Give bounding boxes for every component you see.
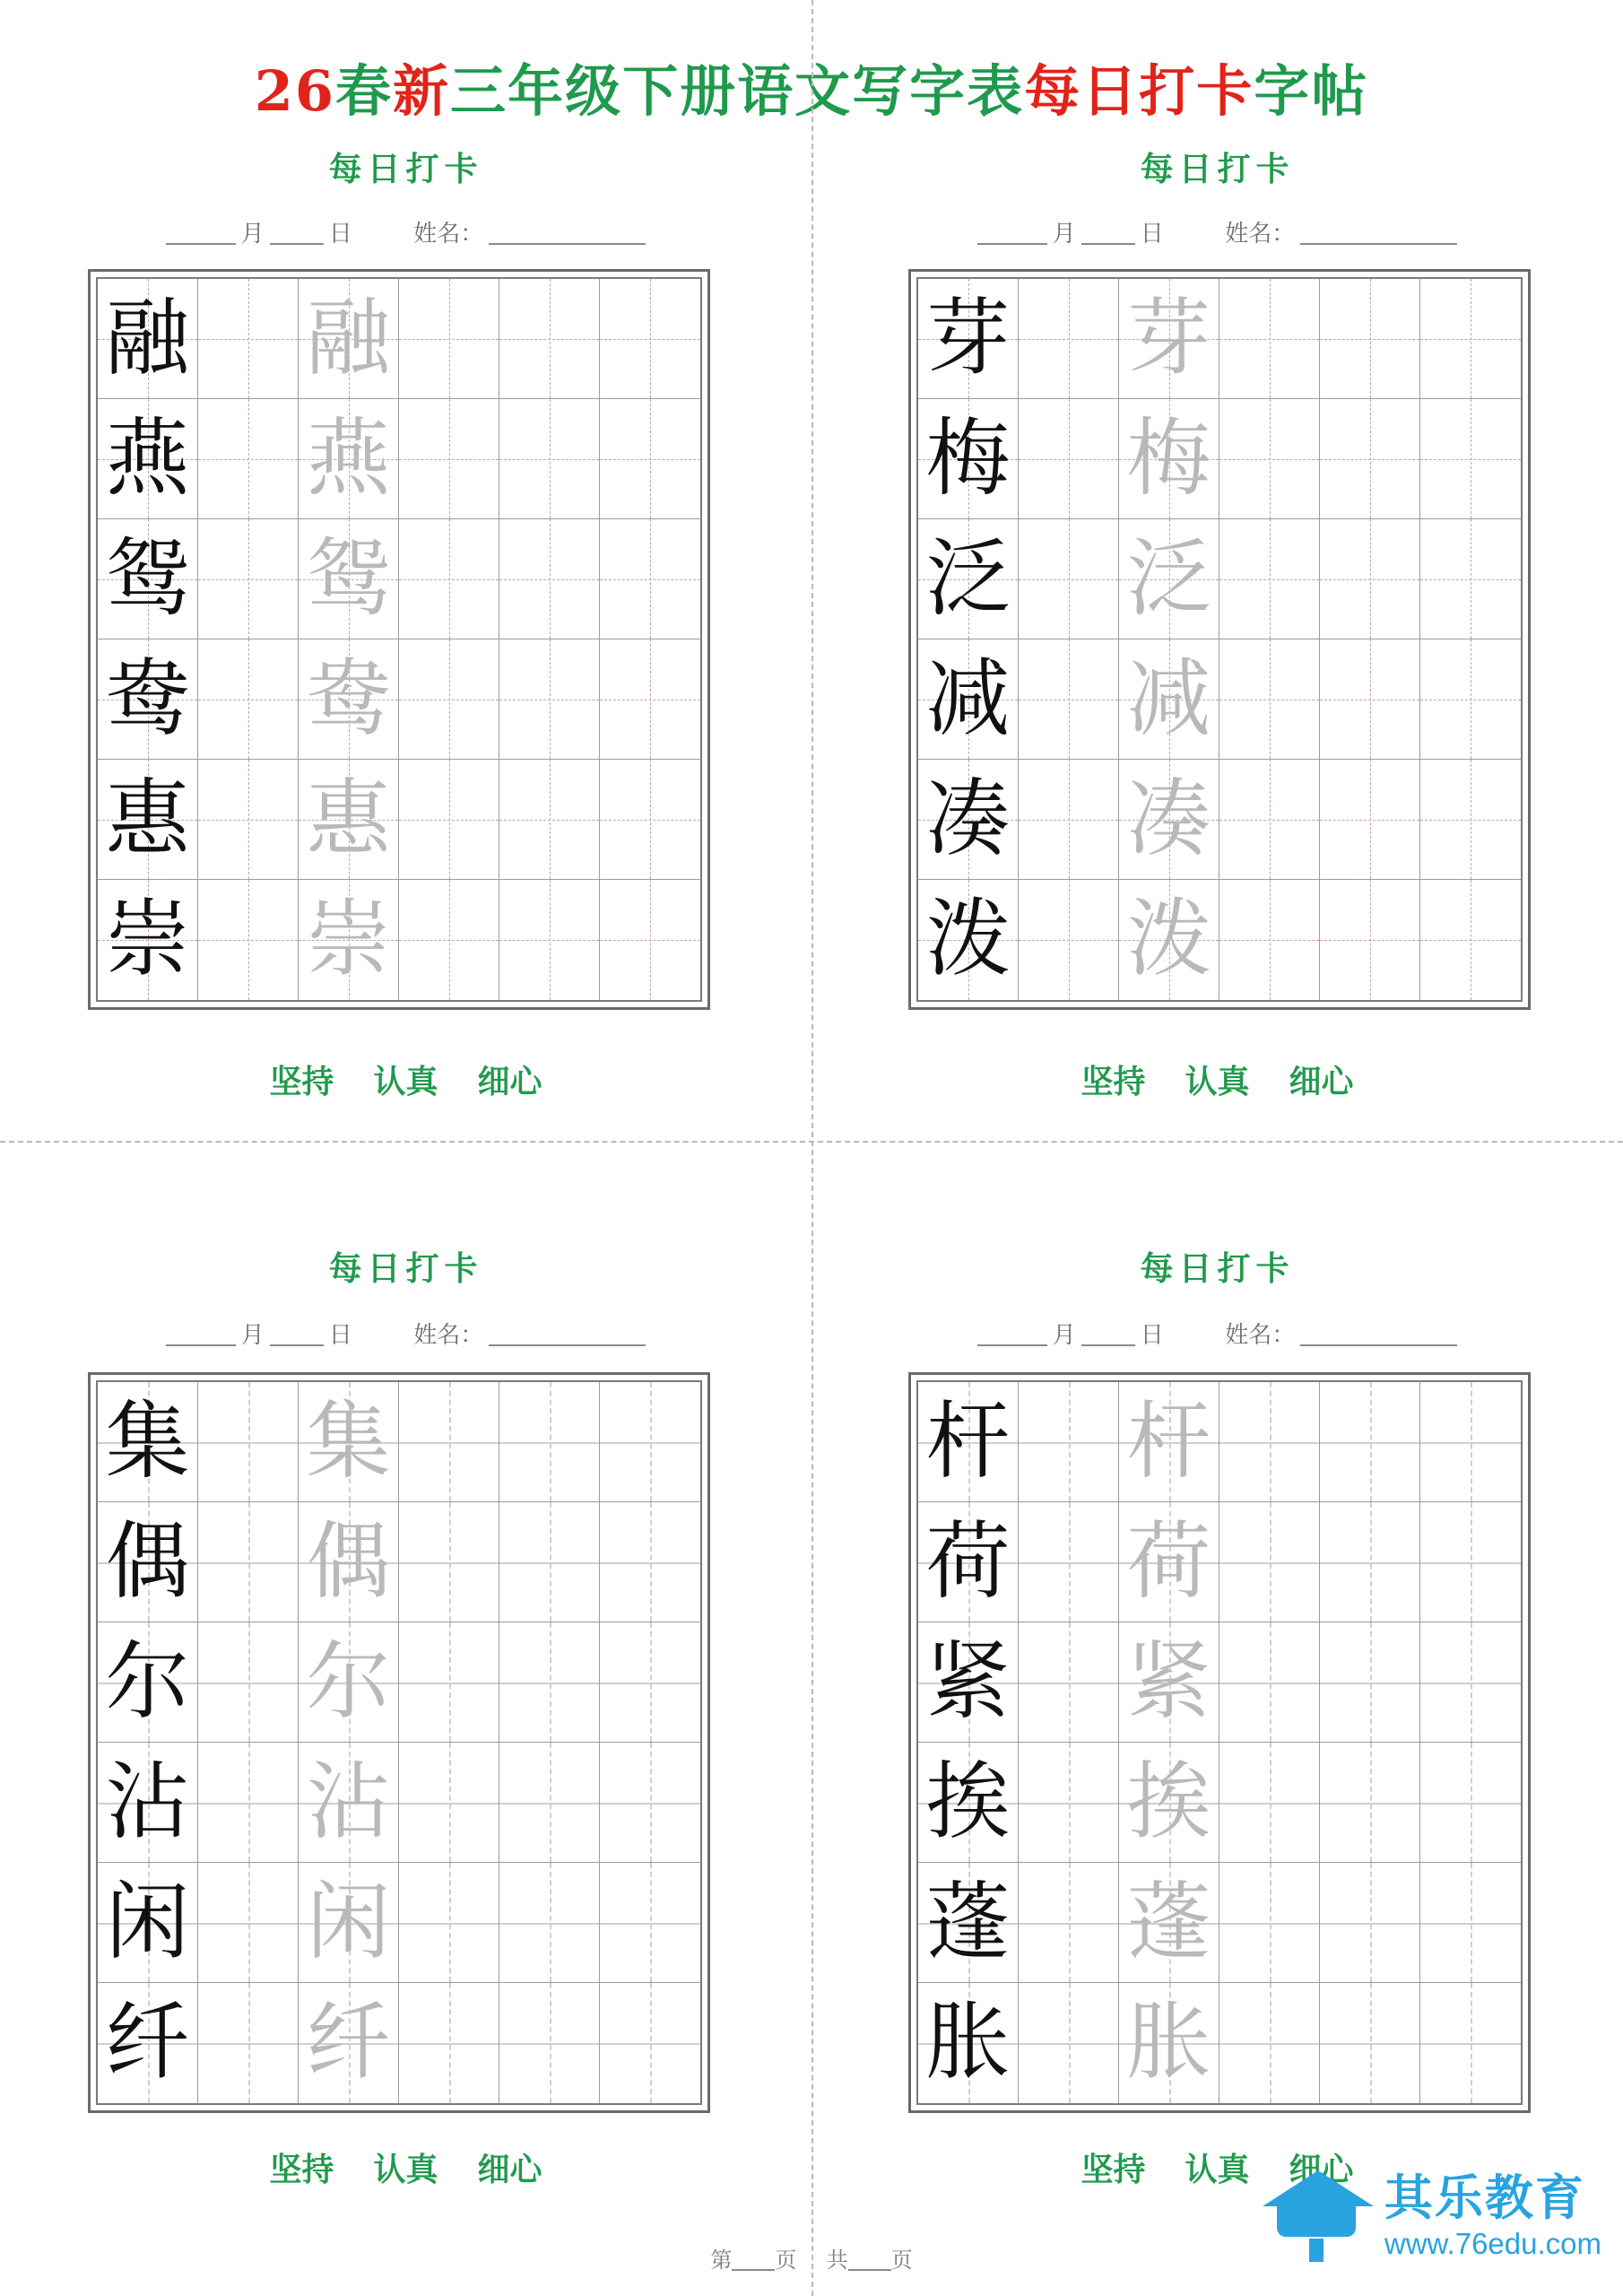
grid-cell[interactable] xyxy=(98,760,198,880)
tracing-character: 尔 xyxy=(306,1632,391,1731)
day-label: 日 xyxy=(1140,221,1164,248)
grid-cell[interactable] xyxy=(1420,519,1521,639)
month-blank[interactable] xyxy=(977,220,1047,245)
title-char-5: 级 xyxy=(565,58,623,124)
model-character: 融 xyxy=(105,289,190,387)
page-total-prefix: 共 xyxy=(826,2248,848,2273)
grid-cell[interactable] xyxy=(918,639,1019,760)
worksheet-panel-4 xyxy=(812,1141,1623,2282)
grid-cell[interactable] xyxy=(499,1743,600,1863)
model-character: 纤 xyxy=(105,1994,190,2092)
grid-cell[interactable] xyxy=(299,760,399,880)
model-character: 偶 xyxy=(105,1512,190,1611)
tracing-character: 燕 xyxy=(306,409,391,508)
page-total-unit: 页 xyxy=(890,2248,913,2273)
page-prefix: 第 xyxy=(710,2248,733,2273)
grid-cell[interactable] xyxy=(1019,1743,1119,1863)
grid-cell[interactable] xyxy=(1119,760,1219,880)
title-char-0: 26 xyxy=(254,58,335,124)
day-blank[interactable] xyxy=(270,1321,324,1346)
grid-cell[interactable] xyxy=(198,1622,299,1743)
grid-cell[interactable] xyxy=(98,1863,198,1983)
name-label: 姓名： xyxy=(1225,221,1296,248)
grid-cell[interactable] xyxy=(1019,1983,1119,2103)
grid-cell[interactable] xyxy=(98,1382,198,1502)
model-character: 崇 xyxy=(105,891,190,988)
grid-cell[interactable] xyxy=(1119,1743,1219,1863)
model-character: 减 xyxy=(925,649,1011,748)
grid-cell[interactable] xyxy=(1420,1382,1521,1502)
day-blank[interactable] xyxy=(270,220,324,245)
grid-cell[interactable] xyxy=(1420,1983,1521,2103)
tracing-character: 沾 xyxy=(306,1752,391,1851)
grid-cell[interactable] xyxy=(1219,639,1320,760)
grid-cell[interactable] xyxy=(1420,1622,1521,1743)
tracing-character: 减 xyxy=(1126,649,1211,748)
title-char-3: 三 xyxy=(450,58,508,124)
grid-cell[interactable] xyxy=(1219,1863,1320,1983)
grid-cell[interactable] xyxy=(98,399,198,519)
title-char-11: 字 xyxy=(909,58,968,124)
month-label: 月 xyxy=(1052,221,1076,248)
name-blank[interactable] xyxy=(489,1321,646,1346)
grid-cell[interactable] xyxy=(399,279,499,399)
title-char-10: 写 xyxy=(852,58,910,124)
slogan-word-2: 认真 xyxy=(1185,1063,1250,1100)
slogan-word-3: 细心 xyxy=(1289,1063,1354,1100)
meta-row xyxy=(0,215,812,248)
slogan-word-3: 细心 xyxy=(477,2151,542,2188)
slogan-word-1: 坚持 xyxy=(1081,1063,1146,1100)
grid-cell[interactable] xyxy=(399,1382,499,1502)
grid-cell[interactable] xyxy=(1420,1743,1521,1863)
grid-cell[interactable] xyxy=(600,1382,700,1502)
model-character: 紧 xyxy=(925,1632,1011,1731)
meta-row xyxy=(812,1317,1623,1350)
grid-cell[interactable] xyxy=(1420,399,1521,519)
grid-cell[interactable] xyxy=(98,279,198,399)
grid-cell[interactable] xyxy=(1320,1502,1420,1622)
slogan-word-2: 认真 xyxy=(373,1063,438,1100)
grid-cell[interactable] xyxy=(1219,1382,1320,1502)
grid-cell[interactable] xyxy=(600,880,700,1000)
page-unit: 页 xyxy=(775,2248,797,2273)
grid-cell[interactable] xyxy=(1219,880,1320,1000)
panel-heading: 每日打卡 xyxy=(1140,149,1295,188)
tracing-character: 泛 xyxy=(1126,529,1211,628)
grid-cell[interactable] xyxy=(198,760,299,880)
grid-cell[interactable] xyxy=(1019,639,1119,760)
meta-row xyxy=(0,1317,812,1350)
grid-cell[interactable] xyxy=(198,639,299,760)
grid-cell[interactable] xyxy=(299,1502,399,1622)
page-total-blank[interactable] xyxy=(848,2251,891,2271)
grid-cell[interactable] xyxy=(299,279,399,399)
model-character: 沾 xyxy=(105,1752,190,1851)
model-character: 泛 xyxy=(925,529,1011,628)
tracing-character: 鸳 xyxy=(306,529,391,628)
grid-cell[interactable] xyxy=(1420,639,1521,760)
slogan-word-1: 坚持 xyxy=(269,2151,334,2188)
panel-heading: 每日打卡 xyxy=(328,149,483,188)
grid-cell[interactable] xyxy=(1119,1382,1219,1502)
grid-cell[interactable] xyxy=(198,279,299,399)
grid-cell[interactable] xyxy=(1320,760,1420,880)
title-char-15: 打 xyxy=(1139,58,1197,124)
grid-cell[interactable] xyxy=(1219,279,1320,399)
grid-cell[interactable] xyxy=(499,1502,600,1622)
tracing-character: 崇 xyxy=(306,891,391,988)
panel-heading: 每日打卡 xyxy=(328,1248,483,1288)
worksheet-panel-2 xyxy=(812,0,1623,1141)
month-blank[interactable] xyxy=(166,220,236,245)
grid-cell[interactable] xyxy=(1420,279,1521,399)
practice-grid-wrapper xyxy=(88,269,710,1010)
grid-cell[interactable] xyxy=(1119,519,1219,639)
grid-cell[interactable] xyxy=(600,519,700,639)
grid-cell[interactable] xyxy=(1320,1983,1420,2103)
grid-cell[interactable] xyxy=(1119,1983,1219,2103)
grid-cell[interactable] xyxy=(198,1502,299,1622)
grid-cell[interactable] xyxy=(918,1863,1019,1983)
grid-cell[interactable] xyxy=(1119,399,1219,519)
worksheet-panel-3 xyxy=(0,1141,812,2282)
day-blank[interactable] xyxy=(1081,220,1135,245)
grid-cell[interactable] xyxy=(98,1502,198,1622)
title-char-13: 每 xyxy=(1024,58,1082,124)
practice-grid-wrapper xyxy=(88,1372,710,2113)
worksheet-panel-1 xyxy=(0,0,812,1141)
title-char-18: 帖 xyxy=(1311,58,1369,124)
model-character: 泼 xyxy=(925,891,1011,988)
name-label: 姓名： xyxy=(1225,1322,1296,1349)
model-character: 鸳 xyxy=(105,529,190,628)
grid-cell[interactable] xyxy=(1320,880,1420,1000)
grid-cell[interactable] xyxy=(299,1983,399,2103)
tracing-character: 杆 xyxy=(1126,1392,1211,1491)
model-character: 燕 xyxy=(105,409,190,508)
name-label: 姓名： xyxy=(413,221,484,248)
grid-cell[interactable] xyxy=(399,639,499,760)
grid-cell[interactable] xyxy=(600,760,700,880)
graduation-cap-icon xyxy=(1257,2165,1376,2266)
grid-cell[interactable] xyxy=(918,760,1019,880)
grid-cell[interactable] xyxy=(299,1382,399,1502)
grid-cell[interactable] xyxy=(399,1622,499,1743)
grid-cell[interactable] xyxy=(1219,1743,1320,1863)
title-char-16: 卡 xyxy=(1196,58,1254,124)
grid-cell[interactable] xyxy=(1320,399,1420,519)
panel-heading: 每日打卡 xyxy=(1140,1248,1295,1288)
grid-cell[interactable] xyxy=(499,1863,600,1983)
grid-cell[interactable] xyxy=(198,399,299,519)
tracing-character: 偶 xyxy=(306,1512,391,1611)
practice-grid-wrapper xyxy=(908,269,1531,1010)
grid-cell[interactable] xyxy=(1320,279,1420,399)
grid-cell[interactable] xyxy=(399,880,499,1000)
grid-cell[interactable] xyxy=(1119,639,1219,760)
tracing-character: 集 xyxy=(306,1392,391,1491)
grid-cell[interactable] xyxy=(918,880,1019,1000)
grid-cell[interactable] xyxy=(399,760,499,880)
title-char-6: 下 xyxy=(622,58,681,124)
practice-grid xyxy=(96,1380,702,2105)
title-char-17: 字 xyxy=(1254,58,1312,124)
grid-cell[interactable] xyxy=(499,399,600,519)
grid-cell[interactable] xyxy=(1219,1983,1320,2103)
grid-cell[interactable] xyxy=(499,639,600,760)
grid-cell[interactable] xyxy=(918,279,1019,399)
grid-cell[interactable] xyxy=(1019,1502,1119,1622)
tracing-character: 惠 xyxy=(306,770,391,868)
grid-cell[interactable] xyxy=(1420,1502,1521,1622)
tracing-character: 泼 xyxy=(1126,891,1211,988)
grid-cell[interactable] xyxy=(1320,1863,1420,1983)
title-char-14: 日 xyxy=(1081,58,1140,124)
grid-cell[interactable] xyxy=(600,1983,700,2103)
title-char-1: 春 xyxy=(335,58,394,124)
grid-cell[interactable] xyxy=(98,639,198,760)
model-character: 胀 xyxy=(925,1994,1011,2092)
grid-cell[interactable] xyxy=(299,519,399,639)
grid-cell[interactable] xyxy=(600,399,700,519)
practice-grid xyxy=(916,277,1523,1002)
tracing-character: 紧 xyxy=(1126,1632,1211,1731)
grid-cell[interactable] xyxy=(299,639,399,760)
title-char-9: 文 xyxy=(794,58,853,124)
model-character: 集 xyxy=(105,1392,190,1491)
grid-cell[interactable] xyxy=(918,1743,1019,1863)
grid-cell[interactable] xyxy=(1019,279,1119,399)
grid-cell[interactable] xyxy=(1420,1863,1521,1983)
grid-cell[interactable] xyxy=(499,880,600,1000)
month-blank[interactable] xyxy=(166,1321,236,1346)
grid-cell[interactable] xyxy=(98,1743,198,1863)
grid-cell[interactable] xyxy=(399,1863,499,1983)
model-character: 闲 xyxy=(105,1873,190,1971)
model-character: 梅 xyxy=(925,409,1011,508)
month-label: 月 xyxy=(240,1322,265,1349)
meta-row xyxy=(812,215,1623,248)
slogan-word-2: 认真 xyxy=(1185,2151,1250,2188)
model-character: 凑 xyxy=(925,770,1011,868)
model-character: 鸯 xyxy=(105,649,190,748)
grid-cell[interactable] xyxy=(1019,1863,1119,1983)
title-char-8: 语 xyxy=(737,58,795,124)
grid-cell[interactable] xyxy=(918,1983,1019,2103)
title-char-2: 新 xyxy=(393,58,451,124)
grid-cell[interactable] xyxy=(1019,1382,1119,1502)
grid-cell[interactable] xyxy=(98,519,198,639)
tracing-character: 闲 xyxy=(306,1873,391,1971)
grid-cell[interactable] xyxy=(1219,1502,1320,1622)
grid-cell[interactable] xyxy=(1019,519,1119,639)
grid-cell[interactable] xyxy=(600,279,700,399)
grid-cell[interactable] xyxy=(1219,760,1320,880)
logo-name: 其乐教育 xyxy=(1384,2168,1585,2226)
grid-cell[interactable] xyxy=(1320,1743,1420,1863)
tracing-character: 荷 xyxy=(1126,1512,1211,1611)
slogan xyxy=(0,2144,812,2190)
model-character: 杆 xyxy=(925,1392,1011,1491)
title-char-4: 年 xyxy=(508,58,566,124)
practice-grid xyxy=(916,1380,1523,2105)
model-character: 荷 xyxy=(925,1512,1011,1611)
grid-cell[interactable] xyxy=(499,1622,600,1743)
grid-cell[interactable] xyxy=(198,880,299,1000)
grid-cell[interactable] xyxy=(1119,1622,1219,1743)
grid-cell[interactable] xyxy=(399,1502,499,1622)
grid-cell[interactable] xyxy=(299,1863,399,1983)
slogan-word-1: 坚持 xyxy=(1081,2151,1146,2188)
grid-cell[interactable] xyxy=(499,760,600,880)
grid-cell[interactable] xyxy=(198,1743,299,1863)
month-label: 月 xyxy=(240,221,265,248)
grid-cell[interactable] xyxy=(1219,399,1320,519)
grid-cell[interactable] xyxy=(1019,399,1119,519)
grid-cell[interactable] xyxy=(918,1382,1019,1502)
grid-cell[interactable] xyxy=(499,1382,600,1502)
grid-cell[interactable] xyxy=(499,279,600,399)
grid-cell[interactable] xyxy=(399,1983,499,2103)
grid-cell[interactable] xyxy=(98,1983,198,2103)
grid-cell[interactable] xyxy=(399,519,499,639)
grid-cell[interactable] xyxy=(1320,1382,1420,1502)
day-label: 日 xyxy=(328,1322,352,1349)
tracing-character: 挨 xyxy=(1126,1752,1211,1851)
grid-cell[interactable] xyxy=(1019,760,1119,880)
name-blank[interactable] xyxy=(489,220,646,245)
model-character: 挨 xyxy=(925,1752,1011,1851)
site-logo xyxy=(1257,2165,1601,2266)
practice-grid-wrapper xyxy=(908,1372,1531,2113)
grid-cell[interactable] xyxy=(600,1622,700,1743)
grid-cell[interactable] xyxy=(1019,880,1119,1000)
grid-cell[interactable] xyxy=(1019,1622,1119,1743)
tracing-character: 蓬 xyxy=(1126,1873,1211,1971)
grid-cell[interactable] xyxy=(1119,279,1219,399)
grid-cell[interactable] xyxy=(1119,1863,1219,1983)
day-blank[interactable] xyxy=(1081,1321,1135,1346)
name-blank[interactable] xyxy=(1300,220,1457,245)
slogan-word-2: 认真 xyxy=(373,2151,438,2188)
grid-cell[interactable] xyxy=(198,1863,299,1983)
title-char-12: 表 xyxy=(967,58,1025,124)
model-character: 尔 xyxy=(105,1632,190,1731)
grid-cell[interactable] xyxy=(1119,1502,1219,1622)
grid-cell[interactable] xyxy=(98,1622,198,1743)
grid-cell[interactable] xyxy=(299,1622,399,1743)
slogan xyxy=(0,1057,812,1102)
grid-cell[interactable] xyxy=(918,399,1019,519)
grid-cell[interactable] xyxy=(918,1622,1019,1743)
month-blank[interactable] xyxy=(977,1321,1047,1346)
slogan-word-3: 细心 xyxy=(1289,2151,1354,2188)
grid-cell[interactable] xyxy=(1420,880,1521,1000)
tracing-character: 凑 xyxy=(1126,770,1211,868)
grid-cell[interactable] xyxy=(600,1743,700,1863)
practice-grid xyxy=(96,277,702,1002)
tracing-character: 胀 xyxy=(1126,1994,1211,2092)
grid-cell[interactable] xyxy=(1320,639,1420,760)
grid-cell[interactable] xyxy=(918,1502,1019,1622)
tracing-character: 融 xyxy=(306,289,391,387)
grid-cell[interactable] xyxy=(198,519,299,639)
slogan-word-3: 细心 xyxy=(477,1063,542,1100)
slogan xyxy=(812,1057,1623,1102)
slogan-word-1: 坚持 xyxy=(269,1063,334,1100)
tracing-character: 鸯 xyxy=(306,649,391,748)
grid-cell[interactable] xyxy=(918,519,1019,639)
grid-cell[interactable] xyxy=(98,880,198,1000)
model-character: 惠 xyxy=(105,770,190,868)
tracing-character: 纤 xyxy=(306,1994,391,2092)
grid-cell[interactable] xyxy=(198,1983,299,2103)
grid-cell[interactable] xyxy=(299,880,399,1000)
grid-cell[interactable] xyxy=(399,399,499,519)
tracing-character: 梅 xyxy=(1126,409,1211,508)
grid-cell[interactable] xyxy=(198,1382,299,1502)
grid-cell[interactable] xyxy=(299,1743,399,1863)
month-label: 月 xyxy=(1052,1322,1076,1349)
logo-url: www.76edu.com xyxy=(1384,2226,1601,2260)
grid-cell[interactable] xyxy=(399,1743,499,1863)
grid-cell[interactable] xyxy=(600,1863,700,1983)
name-label: 姓名： xyxy=(413,1322,484,1349)
title-char-7: 册 xyxy=(680,58,738,124)
page-number-blank[interactable] xyxy=(732,2251,775,2271)
grid-cell[interactable] xyxy=(1219,1622,1320,1743)
tracing-character: 芽 xyxy=(1126,289,1211,387)
model-character: 芽 xyxy=(925,289,1011,387)
grid-cell[interactable] xyxy=(600,639,700,760)
grid-cell[interactable] xyxy=(1420,760,1521,880)
day-label: 日 xyxy=(1140,1322,1164,1349)
grid-cell[interactable] xyxy=(1119,880,1219,1000)
grid-cell[interactable] xyxy=(600,1502,700,1622)
day-label: 日 xyxy=(328,221,352,248)
name-blank[interactable] xyxy=(1300,1321,1457,1346)
grid-cell[interactable] xyxy=(499,1983,600,2103)
model-character: 蓬 xyxy=(925,1873,1011,1971)
grid-cell[interactable] xyxy=(499,519,600,639)
grid-cell[interactable] xyxy=(299,399,399,519)
grid-cell[interactable] xyxy=(1219,519,1320,639)
grid-cell[interactable] xyxy=(1320,519,1420,639)
grid-cell[interactable] xyxy=(1320,1622,1420,1743)
